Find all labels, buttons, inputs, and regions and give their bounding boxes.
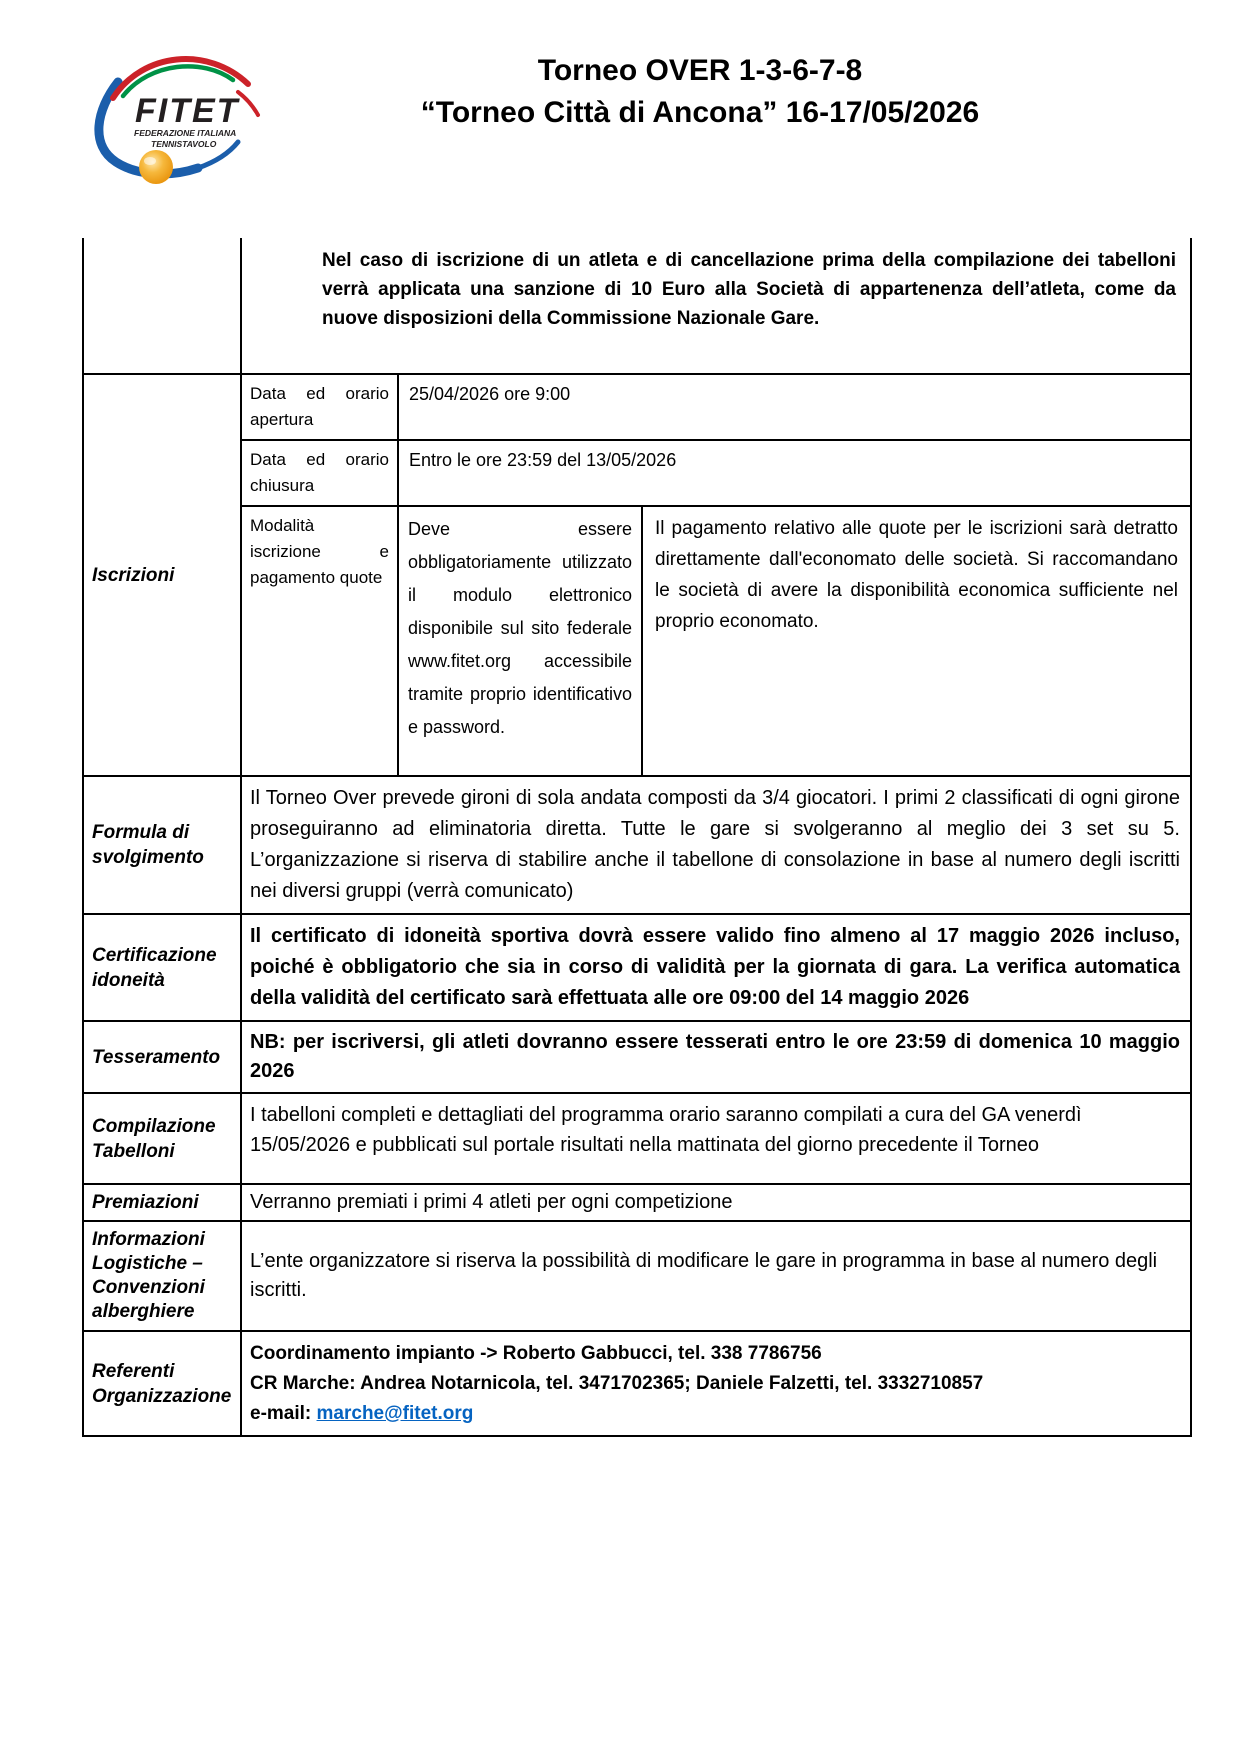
fitet-logo [88,40,278,190]
modalita-value: Deve essere obbligatoriamente utilizzato il modulo elettronico disponibile sul sito federale www.fitet.org accessibile tramite proprio identificativo e password. [399,507,643,775]
table-row-tesseramento [84,1022,1190,1094]
informazioni-text-inner: L’ente organizzatore si riserva la possibilità di modificare le gare in programma in base al numero degli iscritti. [250,1250,1158,1301]
apertura-value: 25/04/2026 ore 9:00 [409,384,571,404]
chiusura-label: Data ed orario chiusura [242,441,399,505]
logo-subtitle-1: FEDERAZIONE ITALIANA [134,128,237,138]
table-row-certificazione [84,915,1190,1022]
logo-ball-icon [139,150,173,184]
fitet-logo-graphic [88,40,278,190]
row-label-certificazione: Certificazione idoneità [84,915,242,1020]
logo-subtitle-2: TENNISTAVOLO [151,139,217,149]
table-row-compilazione [84,1094,1190,1185]
subrow-modalita [242,507,1190,775]
row-label-premiazioni: Premiazioni [84,1185,242,1220]
tournament-info-table [82,238,1192,1437]
logo-wordmark: FITET [135,92,240,130]
table-row-premiazioni [84,1185,1190,1222]
compilazione-text: I tabelloni completi e dettagliati del programma orario saranno compilati a cura del GA venerdì 15/05/2026 e pubblicati sul portale risultati nella mattinata del giorno precedente il Torneo [250,1104,1082,1156]
document-title [280,50,1120,134]
certificazione-text: Il certificato di idoneità sportiva dovrà essere valido fino almeno al 17 maggio 2026 incluso, poiché è obbligatorio che sia in corso di validità per la giornata di gara. La verifica automatica della validità del certificato sarà effettuata alle ore 09:00 del 14 maggio 2026 [250,925,1180,1009]
title-line-1: Torneo OVER 1-3-6-7-8 [537,54,863,87]
row-label-tesseramento: Tesseramento [84,1022,242,1092]
subrow-apertura [242,375,1190,441]
logo-red-arc-tail [238,92,258,115]
table-row-iscrizioni [84,375,1190,777]
iscrizioni-subtable [242,375,1190,775]
informazioni-text [242,1222,1190,1330]
subrow-chiusura [242,441,1190,507]
row-label-iscrizioni: Iscrizioni [84,375,242,775]
table-row-formula [84,777,1190,915]
referenti-line-1: Coordinamento impianto -> Roberto Gabbucci, tel. 338 7786756 [250,1343,822,1364]
tesseramento-text: NB: per iscriversi, gli atleti dovranno essere tesserati entro le ore 23:59 di domenica 10 maggio 2026 [250,1031,1180,1082]
premiazioni-text: Verranno premiati i primi 4 atleti per ogni competizione [250,1191,733,1213]
notice-empty-label-cell [84,238,242,373]
formula-text: Il Torneo Over prevede gironi di sola andata composti da 3/4 giocatori. I primi 2 classificati di ogni girone proseguiranno ad eliminatoria diretta. Tutte le gare si svolgeranno al meglio dei 3 set su 5. L’organizzazione si riserva di stabilire anche il tabellone di consolazione in base al numero degli iscritti nei diversi gruppi (verrà comunicato) [250,787,1180,902]
table-row-notice [84,238,1190,375]
row-label-informazioni: Informazioni Logistiche – Convenzioni alberghiere [84,1222,242,1330]
apertura-label: Data ed orario apertura [242,375,399,439]
referenti-text [242,1332,1190,1435]
referenti-line-3 [250,1399,1180,1429]
modalita-label: Modalità iscrizione e pagamento quote [242,507,399,775]
title-line-2: “Torneo Città di Ancona” 16-17/05/2026 [420,96,980,129]
notice-text: Nel caso di iscrizione di un atleta e di cancellazione prima della compilazione dei tabelloni verrà applicata una sanzione di 10 Euro alla Società di appartenenza dell’atleta, come da nuove disposizioni della Commissione Nazionale Gare. [322,250,1176,329]
email-label: e-mail: [250,1403,317,1424]
pagamento-value: Il pagamento relativo alle quote per le iscrizioni sarà detratto direttamente dall'economato delle società. Si raccomandano le società di avere la disponibilità economica sufficiente nel proprio economato. [655,518,1178,632]
table-row-informazioni [84,1222,1190,1332]
row-label-compilazione: Compilazione Tabelloni [84,1094,242,1183]
email-link[interactable]: marche@fitet.org [316,1403,474,1424]
row-label-referenti: Referenti Organizzazione [84,1332,242,1435]
chiusura-value: Entro le ore 23:59 del 13/05/2026 [409,450,677,470]
logo-ball-highlight [144,157,156,165]
table-row-referenti [84,1332,1190,1435]
row-label-formula: Formula di svolgimento [84,777,242,913]
referenti-line-2: CR Marche: Andrea Notarnicola, tel. 3471702365; Daniele Falzetti, tel. 3332710857 [250,1373,984,1394]
